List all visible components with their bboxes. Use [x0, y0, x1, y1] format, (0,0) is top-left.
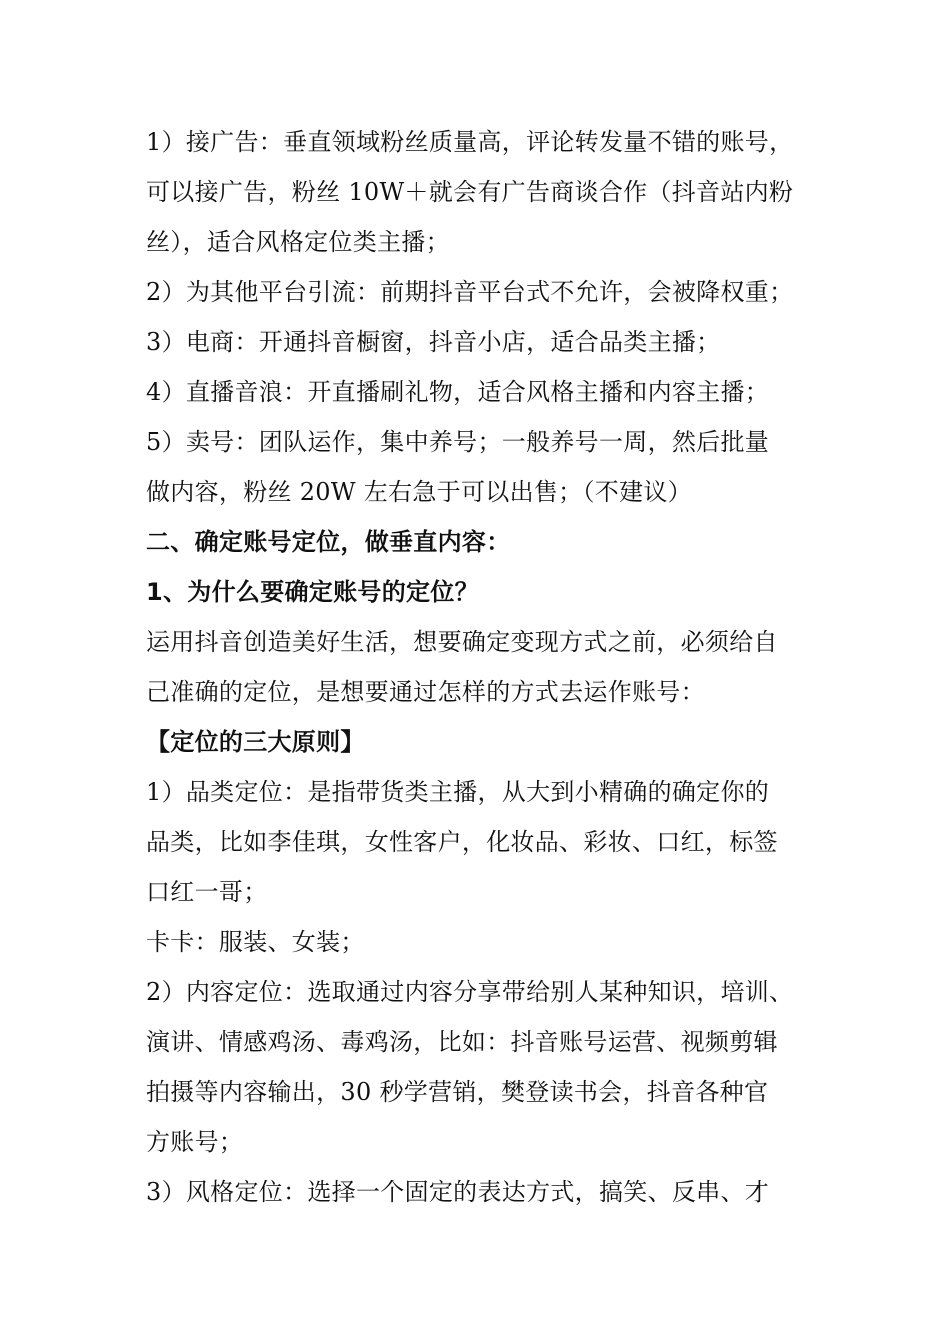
text-line: 3）风格定位：选择一个固定的表达方式，搞笑、反串、才 — [146, 1178, 770, 1206]
text-line: 3）电商：开通抖音橱窗，抖音小店，适合品类主播； — [146, 328, 721, 356]
text-line: 5）卖号：团队运作，集中养号；一般养号一周，然后批量 — [146, 428, 770, 456]
text-line: 可以接广告，粉丝 10W＋就会有广告商谈合作（抖音站内粉 — [146, 178, 794, 206]
text-line: 2）为其他平台引流：前期抖音平台式不允许，会被降权重； — [146, 278, 794, 306]
text-line: 运用抖音创造美好生活，想要确定变现方式之前，必须给自 — [146, 628, 778, 656]
text-line: 卡卡：服装、女装； — [146, 928, 365, 956]
text-line: 1）接广告：垂直领域粉丝质量高，评论转发量不错的账号， — [146, 128, 794, 156]
text-line: 己准确的定位，是想要通过怎样的方式去运作账号： — [146, 678, 705, 706]
text-line: 方账号； — [146, 1128, 244, 1156]
text-line: 4）直播音浪：开直播刷礼物，适合风格主播和内容主播； — [146, 378, 770, 406]
text-line: 1）品类定位：是指带货类主播，从大到小精确的确定你的 — [146, 778, 770, 806]
document-body — [146, 117, 826, 1217]
text-line: 品类，比如李佳琪，女性客户，化妆品、彩妆、口红，标签 — [146, 828, 778, 856]
principles-heading: 【定位的三大原则】 — [146, 728, 365, 756]
text-line: 演讲、情感鸡汤、毒鸡汤，比如：抖音账号运营、视频剪辑 — [146, 1028, 778, 1056]
text-line: 2）内容定位：选取通过内容分享带给别人某种知识，培训、 — [146, 978, 794, 1006]
text-line: 做内容，粉丝 20W 左右急于可以出售；（不建议） — [146, 478, 692, 506]
text-line: 口红一哥； — [146, 878, 268, 906]
text-line: 丝），适合风格定位类主播； — [146, 228, 450, 256]
section-heading: 二、确定账号定位，做垂直内容： — [146, 528, 511, 556]
subsection-heading: 1、为什么要确定账号的定位？ — [146, 578, 479, 606]
text-line: 拍摄等内容输出，30 秒学营销，樊登读书会，抖音各种官 — [146, 1078, 769, 1106]
